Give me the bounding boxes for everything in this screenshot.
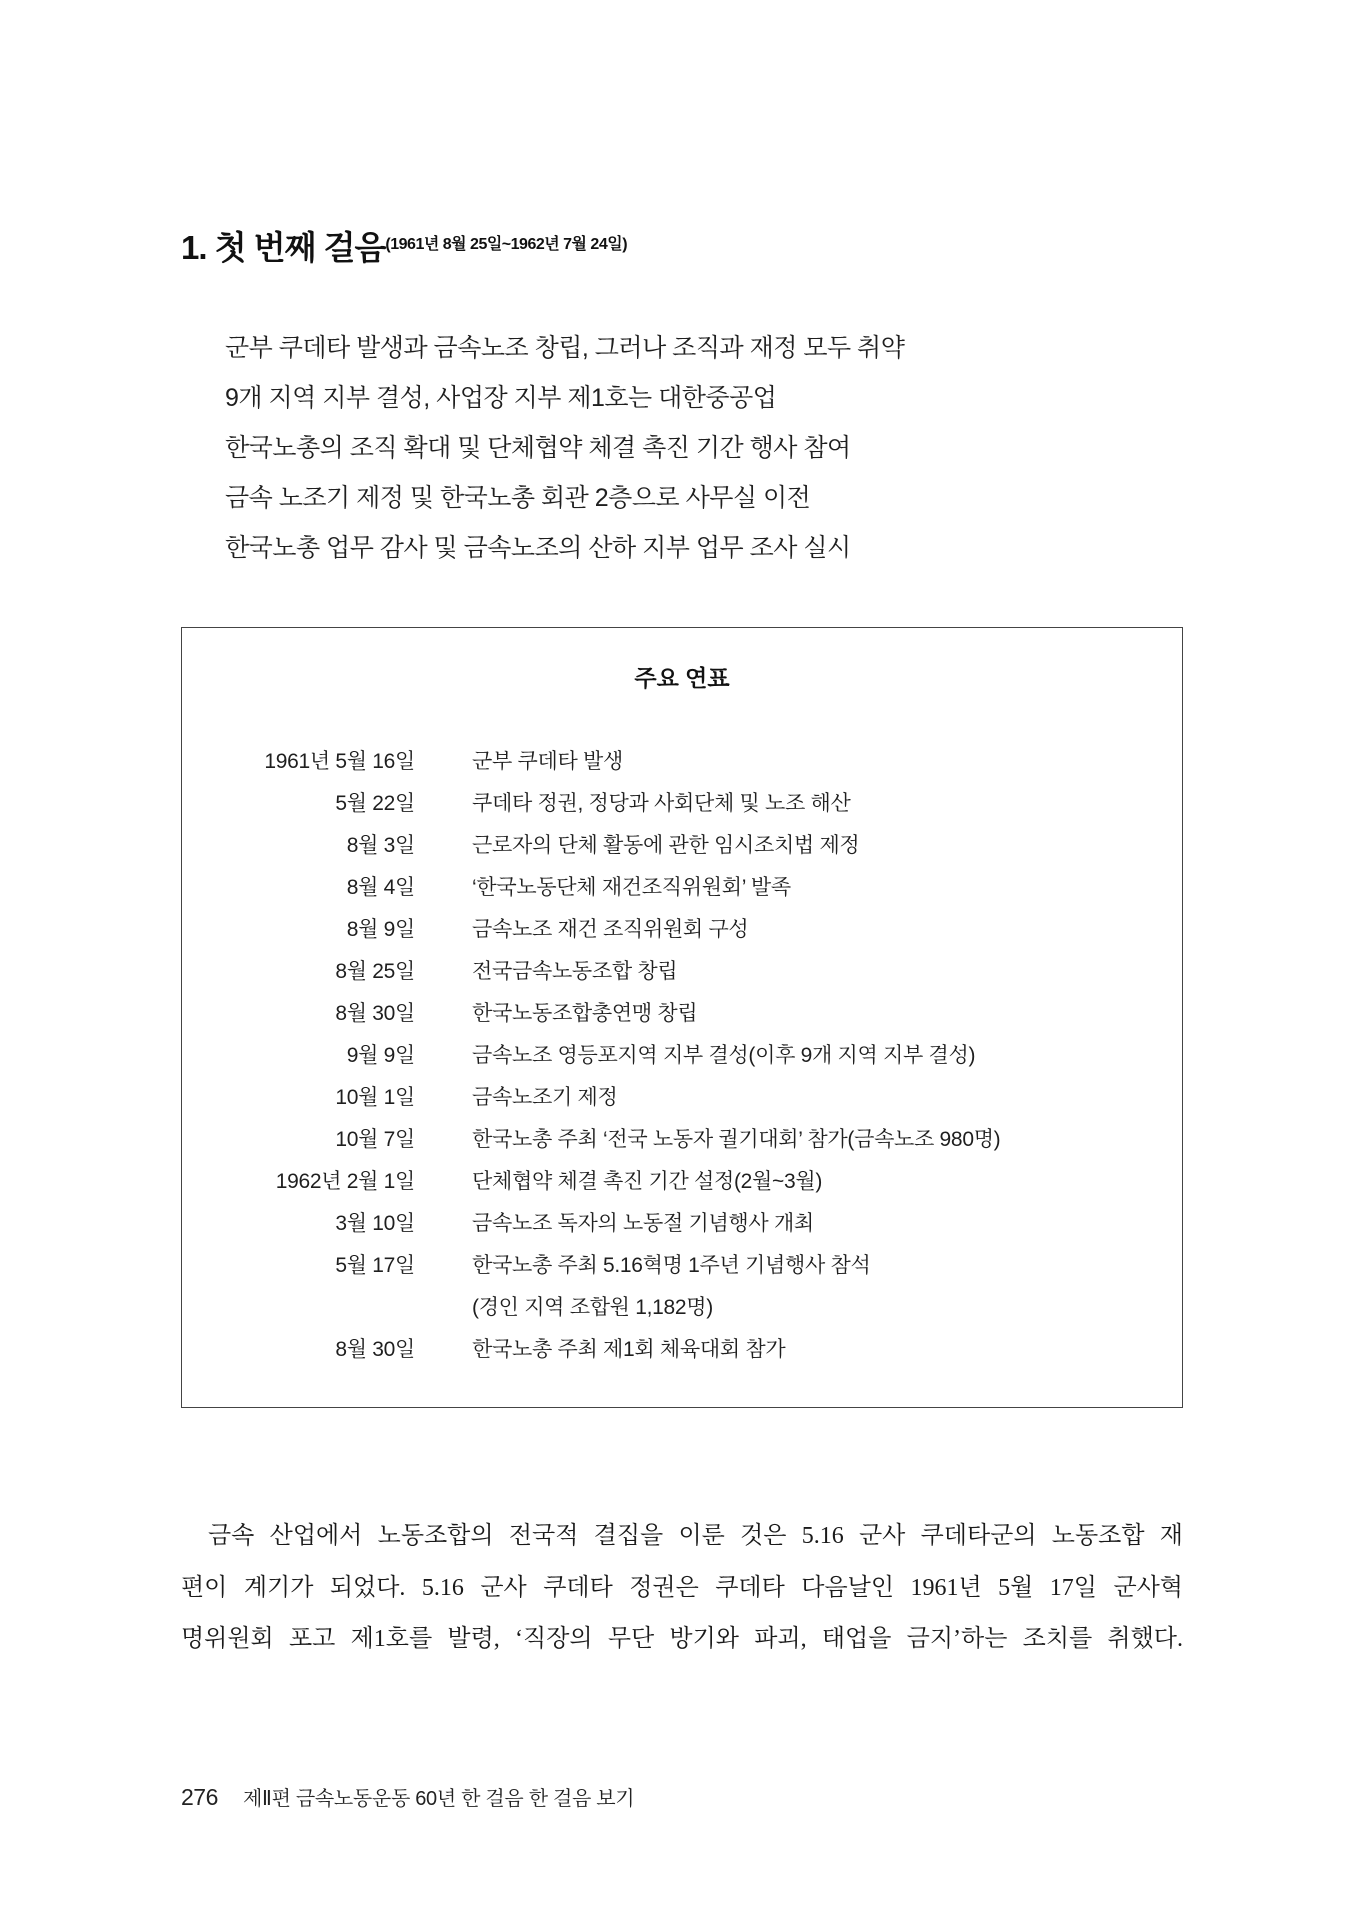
timeline-row	[182, 951, 1182, 993]
timeline-date: 8월 3일	[346, 834, 415, 857]
timeline-event: 전국금속노동조합 창립	[472, 960, 678, 983]
timeline-row	[182, 909, 1182, 951]
body-line: 금속 산업에서 노동조합의 전국적 결집을 이룬 것은 5.16 군사 쿠데타군의 노동조합 재	[208, 1523, 1183, 1549]
summary-line: 군부 쿠데타 발생과 금속노조 창립, 그러나 조직과 재정 모두 취약	[225, 334, 905, 362]
timeline-row	[182, 1329, 1182, 1371]
timeline-date: 8월 25일	[335, 960, 415, 983]
timeline-event: 한국노동조합총연맹 창립	[472, 1002, 698, 1025]
timeline-date: 9월 9일	[346, 1044, 415, 1067]
body-line: 명위원회 포고 제1호를 발령, ‘직장의 무단 방기와 파괴, 태업을 금지’하는 조치를 취했다.	[181, 1626, 1183, 1652]
timeline-row	[182, 1203, 1182, 1245]
timeline-row	[182, 1035, 1182, 1077]
summary-line: 한국노총의 조직 확대 및 단체협약 체결 촉진 기간 행사 참여	[225, 434, 851, 462]
timeline-event-text: 한국노총 주최 5.16혁명 1주년 기념행사 참석	[472, 1254, 871, 1277]
timeline-row	[182, 1245, 1182, 1329]
summary-line: 한국노총 업무 감사 및 금속노조의 산하 지부 업무 조사 실시	[225, 534, 851, 562]
timeline-event	[472, 1245, 871, 1329]
timeline-event: 단체협약 체결 촉진 기간 설정(2월~3월)	[472, 1170, 823, 1193]
timeline-rows	[182, 741, 1182, 1371]
running-title: 제Ⅱ편 금속노동운동 60년 한 걸음 한 걸음 보기	[243, 1788, 635, 1810]
body-line: 편이 계기가 되었다. 5.16 군사 쿠데타 정권은 쿠데타 다음날인 1961년 5월 17일 군사혁	[181, 1574, 1183, 1601]
timeline-row	[182, 867, 1182, 909]
timeline-event: 금속노조 재건 조직위원회 구성	[472, 918, 749, 941]
timeline-row	[182, 1119, 1182, 1161]
timeline-date: 8월 4일	[346, 876, 415, 899]
timeline-date: 8월 30일	[335, 1002, 415, 1025]
summary-line: 9개 지역 지부 결성, 사업장 지부 제1호는 대한중공업	[225, 384, 777, 412]
timeline-date: 1961년 5월 16일	[264, 750, 415, 773]
timeline-date: 1962년 2월 1일	[275, 1170, 415, 1193]
timeline-event-note: (경인 지역 조합원 1,182명)	[472, 1296, 713, 1319]
summary-line: 금속 노조기 제정 및 한국노총 회관 2층으로 사무실 이전	[225, 484, 811, 512]
timeline-event: 쿠데타 정권, 정당과 사회단체 및 노조 해산	[472, 792, 851, 815]
timeline-event: 금속노조기 제정	[472, 1086, 618, 1109]
page-footer	[181, 1780, 634, 1814]
timeline-event: 한국노총 주최 제1회 체육대회 참가	[472, 1338, 786, 1361]
timeline-event: 금속노조 독자의 노동절 기념행사 개최	[472, 1212, 814, 1235]
page-number: 276	[181, 1784, 218, 1810]
section-title: 1. 첫 번째 걸음	[181, 229, 386, 266]
body-paragraph	[181, 1511, 1183, 1666]
timeline-event: 군부 쿠데타 발생	[472, 750, 623, 773]
timeline-event: 근로자의 단체 활동에 관한 임시조치법 제정	[472, 834, 860, 857]
timeline-row	[182, 825, 1182, 867]
section-summary	[225, 323, 904, 573]
timeline-title: 주요 연표	[634, 665, 730, 691]
timeline-event: 한국노총 주최 ‘전국 노동자 궐기대회’ 참가(금속노조 980명)	[472, 1128, 1001, 1151]
timeline-row	[182, 741, 1182, 783]
timeline-date: 5월 17일	[335, 1254, 415, 1277]
section-period: (1961년 8월 25일~1962년 7월 24일)	[385, 236, 628, 253]
section-heading	[181, 226, 627, 270]
timeline-box	[181, 627, 1183, 1408]
timeline-date: 8월 30일	[335, 1338, 415, 1361]
timeline-date: 10월 7일	[335, 1128, 415, 1151]
timeline-row	[182, 1077, 1182, 1119]
timeline-date: 8월 9일	[346, 918, 415, 941]
timeline-row	[182, 993, 1182, 1035]
timeline-row	[182, 1161, 1182, 1203]
timeline-event: ‘한국노동단체 재건조직위원회’ 발족	[472, 876, 791, 899]
timeline-row	[182, 783, 1182, 825]
timeline-date: 10월 1일	[335, 1086, 415, 1109]
timeline-event: 금속노조 영등포지역 지부 결성(이후 9개 지역 지부 결성)	[472, 1044, 976, 1067]
timeline-date: 5월 22일	[335, 792, 415, 815]
timeline-date: 3월 10일	[335, 1212, 415, 1235]
